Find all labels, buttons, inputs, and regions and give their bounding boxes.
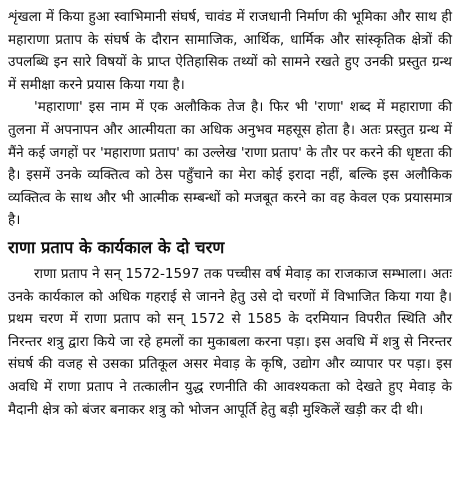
document-page bbox=[8, 6, 452, 421]
paragraph-two-phases: राणा प्रताप ने सन् 1572-1597 तक पच्चीस वर्ष मेवाड़ का राजकाज सम्भाला। अतः उनके कार्यकाल को अधिक गहराई से जानने हेतु उसे दो चरणों में विभाजित किया गया है। प्रथम चरण में राणा प्रताप को सन् 1572 से 1585 के दरमियान विपरीत स्थिति और निरन्तर शत्रु द्वारा किये जा रहे हमलों का मुकाबला करना पड़ा। इस अवधि में शत्रु से निरन्तर संघर्ष की वजह से उसका प्रतिकूल असर मेवाड़ के कृषि, उद्योग और व्यापार पर पड़ा। इस अवधि में राणा प्रताप ने तत्कालीन युद्ध रणनीति की आवश्यकता को देखते हुए मेवाड़ के मैदानी क्षेत्र को बंजर बनाकर शत्रु को भोजन आपूर्ति हेतु बड़ी मुश्किलें खड़ी कर दी थी। bbox=[8, 265, 452, 418]
section-heading: राणा प्रताप के कार्यकाल के दो चरण bbox=[8, 237, 225, 257]
paragraph-maharana-name: 'महाराणा' इस नाम में एक अलौकिक तेज है। फिर भी 'राणा' शब्द में महाराणा की तुलना में अपनापन और आत्मीयता का अधिक अनुभव महसूस होता है। अतः प्रस्तुत ग्रन्थ में मैंने कई जगहों पर 'महाराणा प्रताप' का उल्लेख 'राणा प्रताप' के तौर पर करने की धृष्टता की है। इसमें उनके व्यक्तित्व को ठेस पहुँचाने का मेरा कोई इरादा नहीं, बल्कि इस अलौकिक व्यक्तित्व के साथ और भी आत्मीक सम्बन्धों को मजबूत करने का वह केवल एक प्रयासमात्र है। bbox=[8, 99, 452, 229]
paragraph-continuation: शृंखला में किया हुआ स्वाभिमानी संघर्ष, चावंड में राजधानी निर्माण की भूमिका और साथ ही महाराणा प्रताप के संघर्ष के दौरान सामाजिक, आर्थिक, धार्मिक और सांस्कृतिक क्षेत्रों की उपलब्धि इन सारे विषयों के प्राप्त ऐतिहासिक तथ्यों को सामने रखते हुए उनकी प्रस्तुत ग्रन्थ में समीक्षा करने प्रयास किया गया है। bbox=[8, 9, 452, 93]
